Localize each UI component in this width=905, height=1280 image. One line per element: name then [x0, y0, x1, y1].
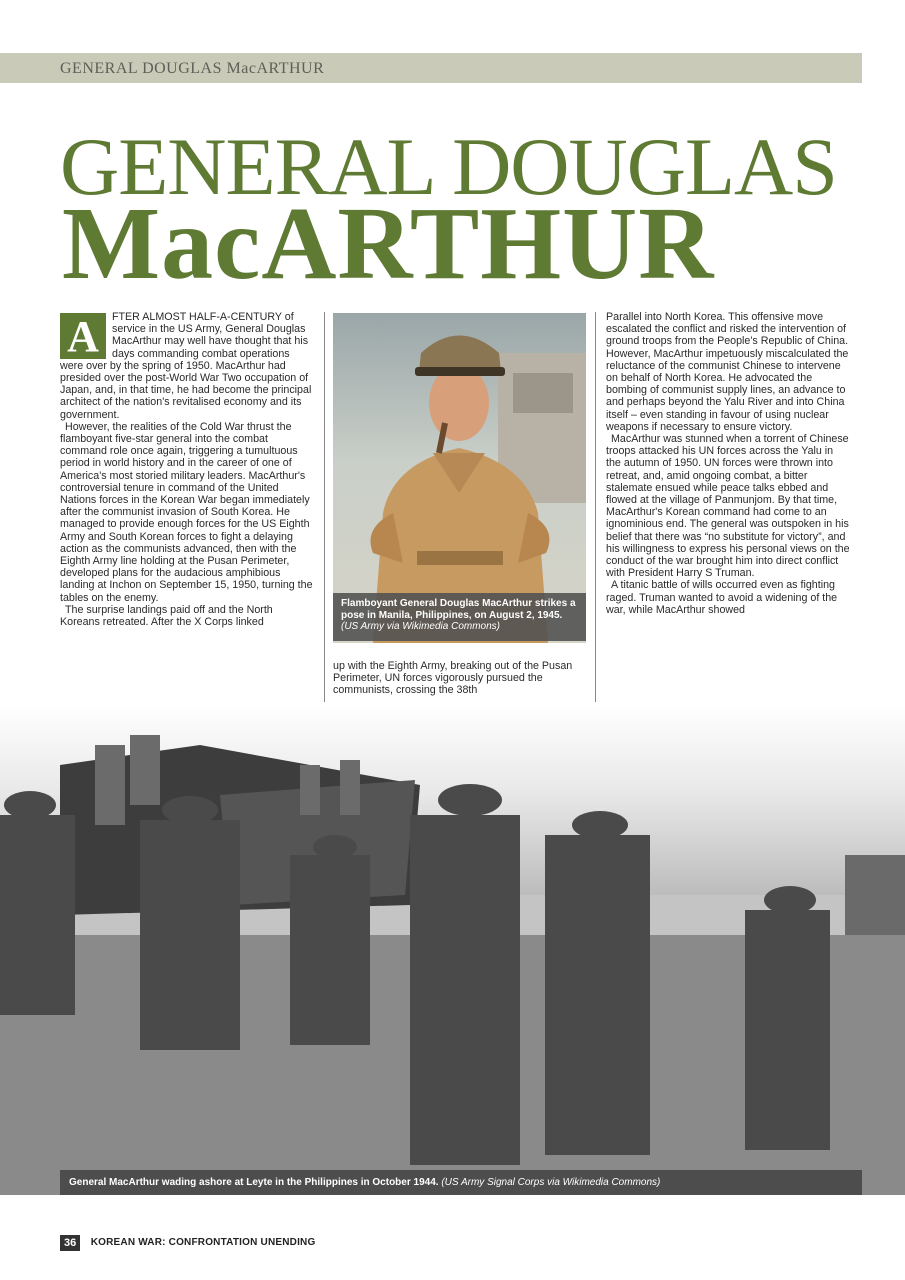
- page-number: 36: [60, 1235, 80, 1251]
- article-paragraph: up with the Eighth Army, breaking out of the Pusan Perimeter, UN forces vigorously pursued the communists, crossing the 38th: [333, 660, 573, 697]
- page-footer: [60, 1234, 315, 1250]
- article-column-2: [333, 660, 585, 702]
- headline-line2: MacARTHUR: [62, 186, 715, 301]
- article-paragraph: The surprise landings paid off and the North Koreans retreated. After the X Corps linked: [60, 603, 273, 629]
- running-header-title: GENERAL DOUGLAS MacARTHUR: [60, 60, 325, 77]
- headline-line1: GENERAL DOUGLAS: [60, 121, 837, 212]
- leyte-caption-text: General MacArthur wading ashore at Leyte in the Philippines in October 1944.: [69, 1177, 439, 1188]
- leyte-landing-illustration: [0, 705, 905, 1195]
- leyte-caption: [60, 1170, 862, 1195]
- leyte-landing-photo: [0, 705, 905, 1195]
- leyte-caption-credit: (US Army Signal Corps via Wikimedia Commons): [441, 1177, 661, 1188]
- article-paragraph: MacArthur was stunned when a torrent of Chinese troops attacked his UN forces across the Yalu in the autumn of 1950. UN forces were thrown into retreat, and, amid ongoing combat, a bitter stalemate ensued while peace talks ebbed and flowed at the village of Panmunjom. By that time, MacArthur's Korean command had come to an ignominious end. The general was outspoken in his belief that there was “no substitute for victory”, and his willingness to express his personal views on the conduct of the war brought him into direct conflict with President Harry S Truman.: [606, 433, 850, 580]
- article-paragraph: A titanic battle of wills occurred even as fighting raged. Truman wanted to avoid a widening of the war, while MacArthur showed: [606, 579, 838, 616]
- article-column-1: [60, 311, 315, 696]
- article-paragraph: FTER ALMOST HALF-A-CENTURY of service in the US Army, General Douglas MacArthur may well have thought that his days commanding combat operations were over by the spring of 1950. MacArthur had presided over the post-World War Two occupation of Japan, and, in that time, he had become the principal architect of the nation's revitalised economy and its government.: [60, 311, 312, 421]
- column-divider: [324, 312, 325, 702]
- portrait-caption: [333, 593, 586, 641]
- portrait-caption-text: Flamboyant General Douglas MacArthur strikes a pose in Manila, Philippines, on August 2, 1945.: [341, 598, 576, 621]
- article-column-3: [606, 311, 850, 703]
- running-header-band: [0, 53, 862, 83]
- article-paragraph: However, the realities of the Cold War thrust the flamboyant five-star general into the combat command role once again, triggering a tumultuous period in world history and in the career of one of America's most storied military leaders. MacArthur's controversial tenure in command of the United Nations forces in the Korean War began immediately after the communist invasion of South Korea. He managed to provide enough forces for the US Eighth Army and South Korean forces to fight a delaying action as the communists advanced, then with the Eighth Army line holding at the Pusan Perimeter, developed plans for the audacious amphibious landing at Inchon on September 15, 1950, turning the tables on the enemy.: [60, 420, 313, 604]
- portrait-caption-credit: (US Army via Wikimedia Commons): [341, 621, 501, 632]
- magazine-title: KOREAN WAR: CONFRONTATION UNENDING: [90, 1237, 316, 1249]
- drop-cap: A: [60, 313, 106, 359]
- article-paragraph: Parallel into North Korea. This offensive move escalated the conflict and risked the intervention of ground troops from the People's Republic of China. However, MacArthur impetuously miscalculated the reluctance of the communist Chinese to intervene on behalf of North Korea. He advocated the bombing of communist supply lines, an advance to and perhaps beyond the Yalu River and into China itself – even standing in favour of using nuclear weapons if necessary to ensure victory.: [606, 311, 849, 433]
- column-divider: [595, 312, 596, 702]
